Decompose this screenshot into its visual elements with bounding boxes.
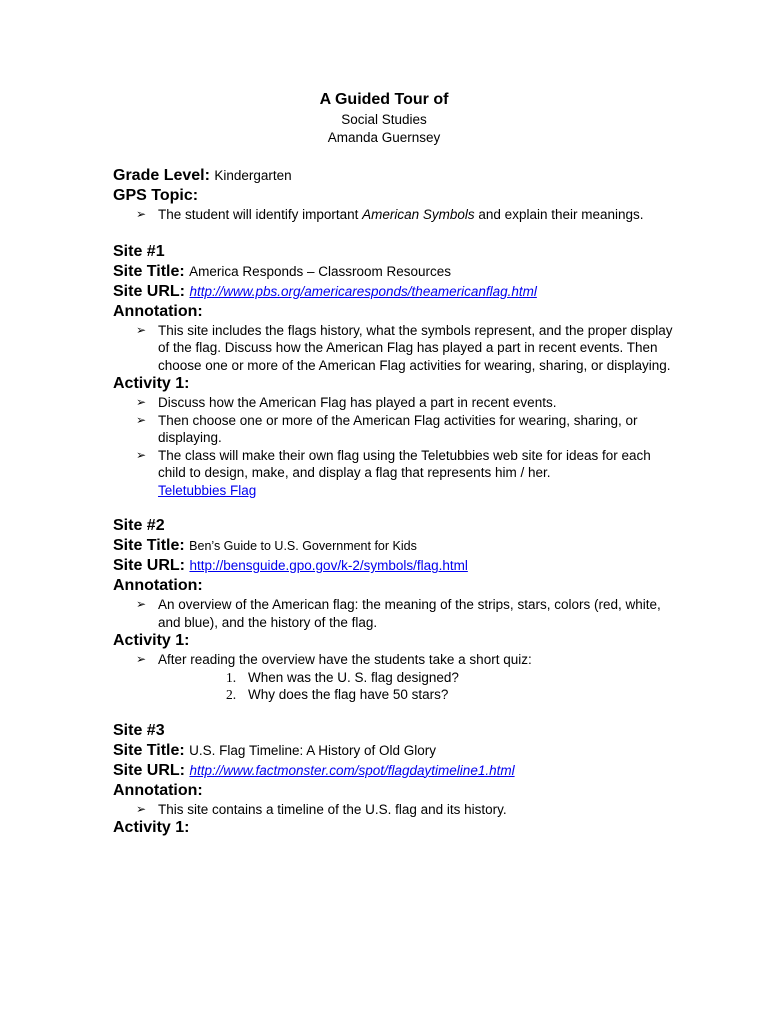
list-item [113,447,673,500]
gps-text: The student will identify important [158,207,363,222]
document-subject: Social Studies [341,112,427,127]
annotation-label: Annotation: [113,577,203,594]
bullet-arrow-icon: ➢ [136,322,147,337]
activity-text: After reading the overview have the students take a short quiz: [158,652,532,667]
quiz-question: Why does the flag have 50 stars? [248,687,449,702]
site-1-heading: Site #1 [113,242,165,260]
site-url-label: Site URL: [113,557,185,574]
quiz-list [113,669,673,704]
site-3-title-row [113,741,673,761]
site-3-url-link[interactable]: http://www.factmonster.com/spot/flagdaytimeline1.html [189,762,515,778]
gps-text-end: and explain their meanings. [474,207,644,222]
site-url-label: Site URL: [113,761,185,779]
quiz-question: When was the U. S. flag designed? [248,669,459,685]
activity-text: Discuss how the American Flag has played a part in recent events. [158,395,557,410]
annotation-label: Annotation: [113,781,203,799]
site-title-label: Site Title: [113,262,185,280]
site-2-title-row [113,536,673,556]
site-3-annotation: This site contains a timeline of the U.S. flag and its history. [158,801,507,817]
grade-level-value: Kindergarten [214,168,292,183]
activity-label: Activity 1: [113,375,190,392]
grade-level-row [113,166,673,186]
gps-topic-list [113,206,673,224]
list-item [113,651,673,669]
annotation-label: Annotation: [113,302,203,320]
quiz-item [113,669,673,687]
bullet-arrow-icon: ➢ [136,412,147,427]
site-title-label: Site Title: [113,741,185,759]
site-url-label: Site URL: [113,282,185,300]
site-1-title-row [113,262,673,282]
bullet-arrow-icon: ➢ [136,652,147,666]
site-2-url-row [113,556,673,576]
site-2-heading: Site #2 [113,517,165,534]
list-item [113,322,673,375]
activity-text: Then choose one or more of the American Flag activities for wearing, sharing, or displaying. [158,412,638,445]
document-author: Amanda Guernsey [327,130,441,145]
site-3-url-row [113,761,673,781]
site-3-heading: Site #3 [113,721,165,739]
site-1-annotation: This site includes the flags history, what the symbols represent, and the proper display of the flag. Discuss how the American Flag has played a part in recent events. Then choose one or more of the American Flag activities for wearing, sharing, or displaying. [158,322,673,373]
site-1-activity-list [113,394,673,499]
site-2-annotation: An overview of the American flag: the meaning of the strips, stars, colors (red, white, and blue), and the history of the flag. [158,597,661,630]
activity-label: Activity 1: [113,632,190,649]
site-1-url-row [113,282,673,302]
site-2-annotation-list [113,596,673,631]
list-item [113,394,673,412]
bullet-arrow-icon: ➢ [136,447,147,462]
document-body [113,166,673,838]
site-3-annotation-list [113,801,673,819]
bullet-arrow-icon: ➢ [136,801,147,816]
quiz-item [113,686,673,704]
gps-topic-label: GPS Topic: [113,187,199,204]
bullet-arrow-icon: ➢ [136,597,147,611]
site-2-title: Ben’s Guide to U.S. Government for Kids [189,539,417,553]
site-2-activity-list [113,651,673,669]
document-title: A Guided Tour of [319,91,449,108]
gps-italic-text: American Symbols [362,207,475,222]
list-item [113,801,673,819]
quiz-number: 2. [226,687,237,702]
list-item [113,596,673,631]
activity-label: Activity 1: [113,819,190,836]
activity-text: The class will make their own flag using the Teletubbies web site for ideas for each child to design, make, and display a flag that represents him / her. [158,447,651,480]
site-1-url-link[interactable]: http://www.pbs.org/americaresponds/theamericanflag.html [189,283,537,299]
bullet-arrow-icon: ➢ [136,395,147,409]
grade-level-label: Grade Level: [113,167,210,184]
list-item [113,412,673,447]
site-2-url-link[interactable]: http://bensguide.gpo.gov/k-2/symbols/flag.html [189,558,468,573]
list-item [113,206,673,224]
site-3-title: U.S. Flag Timeline: A History of Old Glory [189,742,437,758]
bullet-arrow-icon: ➢ [136,207,147,221]
site-title-label: Site Title: [113,537,185,554]
site-1-title: America Responds – Classroom Resources [189,263,452,279]
teletubbies-flag-link[interactable]: Teletubbies Flag [158,482,257,498]
quiz-number: 1. [226,669,237,685]
site-1-annotation-list [113,322,673,375]
